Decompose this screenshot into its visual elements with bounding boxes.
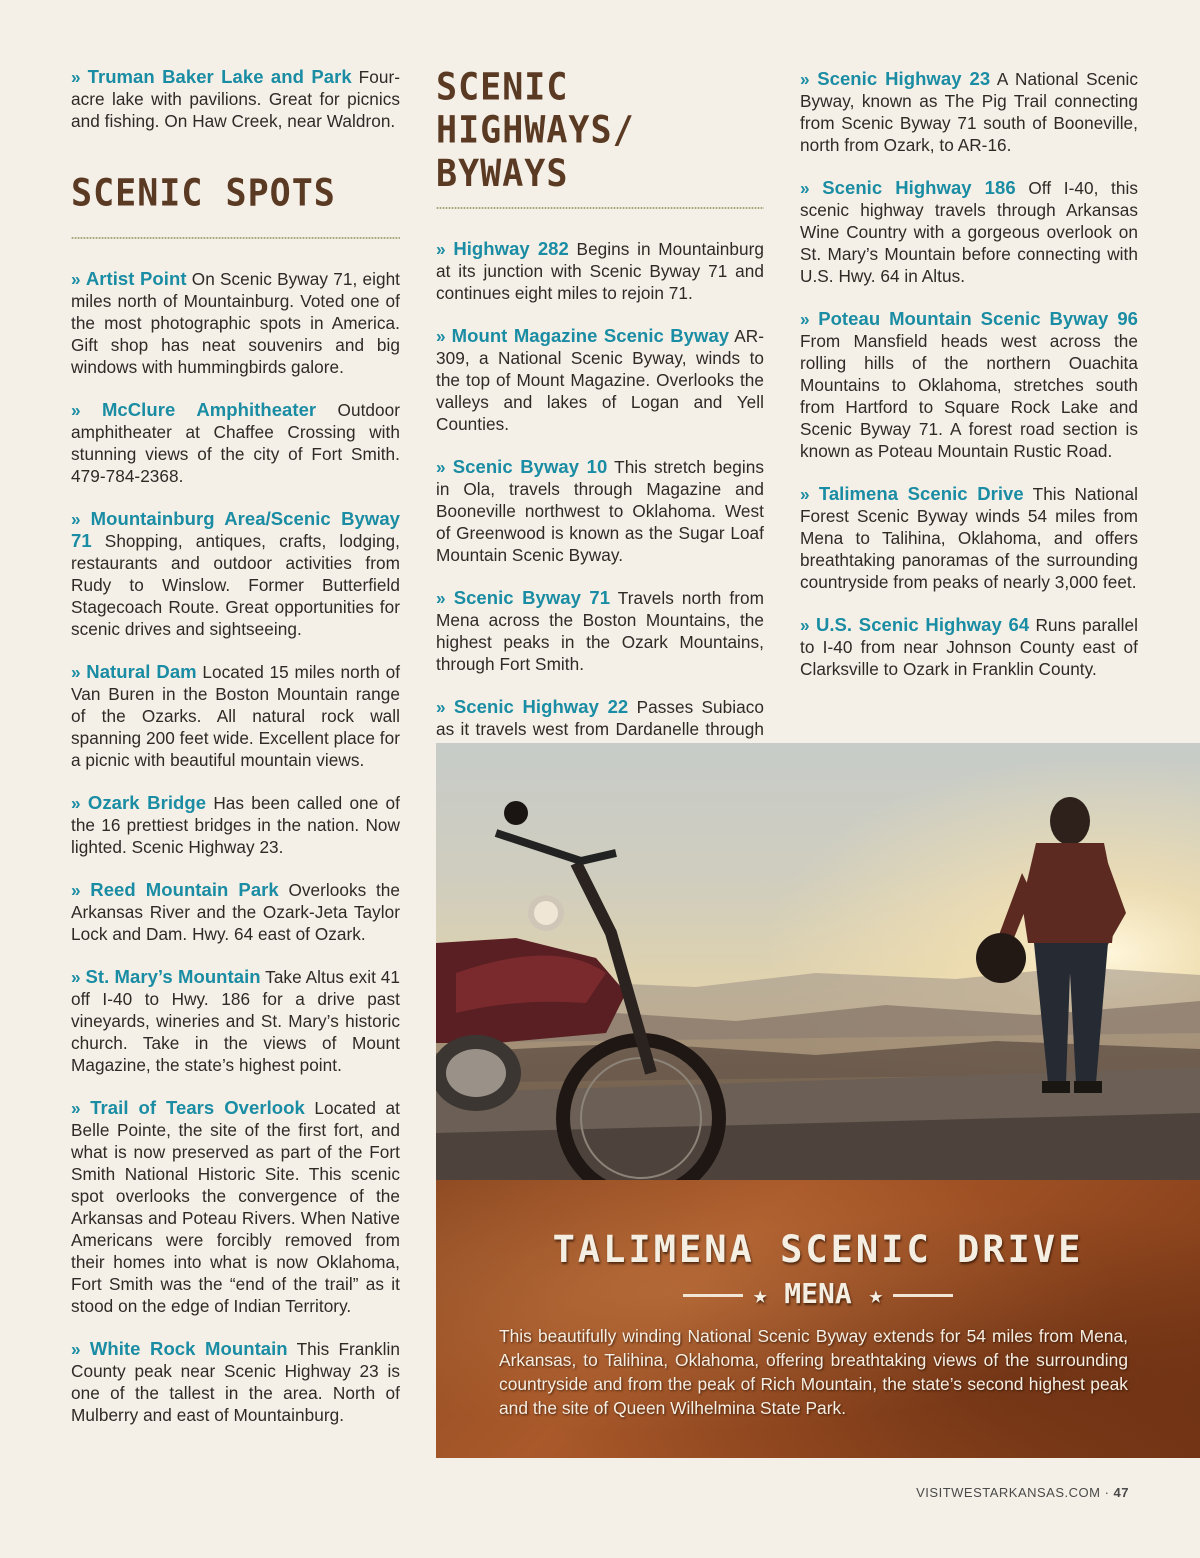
bullet: » <box>71 880 91 900</box>
bullet: » <box>71 793 88 813</box>
entry-name: Truman Baker Lake and Park <box>87 66 352 87</box>
entry-text: Off I-40, this scenic highway travels through Arkansas Wine Country with a gorgeous overlook on St. Mary’s Mountain before connecting with U.S. Hwy. 64 in Altus. <box>800 178 1138 286</box>
entry-name: Poteau Mountain Scenic Byway 96 <box>818 308 1138 329</box>
entry-name: Scenic Highway 23 <box>817 68 991 89</box>
entry-text: From Mansfield heads west across the rolling hills of the northern Ouachita Mountains to Oklahoma, stretches south from Hartford to Square Rock Lake and Scenic Byway 71. A forest road section is known as Poteau Mountain Rustic Road. <box>800 331 1138 461</box>
entry-name: Scenic Highway 186 <box>822 177 1016 198</box>
entry-name: Trail of Tears Overlook <box>90 1097 305 1118</box>
entry-name: Scenic Byway 10 <box>452 456 608 477</box>
entry-text: Four-acre lake with pavilions. Great for picnics and fishing. On Haw Creek, near Waldron. <box>71 67 401 131</box>
entry-poteau-mountain-byway-96 <box>800 308 1138 462</box>
bullet: » <box>800 615 816 635</box>
star-icon: ★ <box>868 1281 884 1309</box>
star-icon: ★ <box>752 1281 768 1309</box>
entry-text: This National Forest Scenic Byway winds 54 miles from Mena to Talihina, Oklahoma, and offers breathtaking panoramas of the surrounding countryside from peaks of nearly 3,000 feet. <box>800 484 1139 592</box>
entry-scenic-highway-186 <box>800 177 1138 287</box>
entry-st-marys-mountain <box>71 966 400 1076</box>
entry-text: This stretch begins in Ola, travels through Magazine and Booneville northwest to Oklahoma. West of Greenwood is known as the Sugar Loaf Mountain Scenic Byway. <box>436 457 764 565</box>
subtitle-rule-right <box>893 1294 953 1297</box>
talimena-feature-panel <box>436 1180 1200 1458</box>
entry-name: White Rock Mountain <box>89 1338 288 1359</box>
entry-name: Scenic Highway 22 <box>453 696 629 717</box>
entry-white-rock-mountain <box>71 1338 400 1426</box>
bullet: » <box>71 67 88 87</box>
entry-mountainburg-area <box>71 508 400 640</box>
feature-description: This beautifully winding National Scenic Byway extends for 54 miles from Mena, Arkansas, to Talihina, Oklahoma, offering breathtaking views of the surrounding countryside and from the peak of Rich Mountain, the state’s second highest peak and the site of Queen Wilhelmina State Park. <box>499 1326 1128 1418</box>
entry-text: Take Altus exit 41 off I-40 to Hwy. 186 for a drive past vineyards, wineries and St. Mary’s historic church. Take in the views of Mount Magazine, the state’s highest point. <box>71 967 400 1075</box>
section-divider <box>71 236 400 240</box>
section-title-scenic-spots: SCENIC SPOTS <box>71 172 336 216</box>
entry-text: Has been called one of the 16 prettiest bridges in the nation. Now lighted. Scenic Highway 23. <box>71 793 400 857</box>
bullet: » <box>71 662 87 682</box>
bullet: » <box>71 509 91 529</box>
photo-illustration <box>436 743 1200 1180</box>
feature-subtitle: MENA <box>784 1277 852 1310</box>
entry-scenic-highway-23 <box>800 68 1138 156</box>
bullet: » <box>71 967 86 987</box>
entry-text: Outdoor amphitheater at Chaffee Crossing with stunning views of the city of Fort Smith. 479-784-2368. <box>71 400 400 486</box>
entry-text: Passes Subiaco as it travels west from Dardanelle through <box>436 697 764 739</box>
bullet: » <box>436 326 452 346</box>
entry-text: AR-309, a National Scenic Byway, winds to the top of Mount Magazine. Overlooks the valleys and lakes of Logan and Yell Counties. <box>436 326 764 434</box>
bullet: » <box>800 69 818 89</box>
subtitle-rule-left <box>683 1294 743 1297</box>
entry-scenic-byway-71 <box>436 587 764 675</box>
column-left <box>71 66 400 1447</box>
motorcycle-overlook-photo <box>436 743 1200 1180</box>
entry-name: Artist Point <box>85 268 187 289</box>
bullet: » <box>436 697 454 717</box>
entry-reed-mountain-park <box>71 879 400 945</box>
entry-name: Mountainburg Area/Scenic Byway 71 <box>71 508 401 551</box>
entry-mount-magazine-byway <box>436 325 764 435</box>
entry-name: Talimena Scenic Drive <box>818 483 1024 504</box>
entry-name: St. Mary’s Mountain <box>85 966 261 987</box>
entry-artist-point <box>71 268 400 378</box>
entry-text: On Scenic Byway 71, eight miles north of Mountainburg. Voted one of the most photographic spots in America. Gift shop has neat souvenirs and big windows with hummingbirds galore. <box>71 269 401 377</box>
entry-us-scenic-highway-64 <box>800 614 1138 680</box>
page-number: 47 <box>1113 1485 1129 1500</box>
bullet: » <box>436 239 454 259</box>
section-divider <box>436 206 764 210</box>
entry-text: Travels north from Mena across the Boston Mountains, the highest peaks in the Ozark Mountains, through Fort Smith. <box>436 588 764 674</box>
entry-name: U.S. Scenic Highway 64 <box>815 614 1030 635</box>
bullet: » <box>800 309 819 329</box>
entry-text: Runs parallel to I-40 from near Johnson County east of Clarksville to Ozark in Franklin County. <box>800 615 1138 679</box>
entry-name: Highway 282 <box>453 238 569 259</box>
page-footer <box>916 1485 1129 1500</box>
entry-trail-of-tears-overlook <box>71 1097 400 1317</box>
entry-name: Reed Mountain Park <box>90 879 279 900</box>
entry-ozark-bridge <box>71 792 400 858</box>
bullet: » <box>436 588 454 608</box>
section-title-line-2: BYWAYS <box>436 152 569 196</box>
footer-separator: · <box>1100 1485 1114 1500</box>
section-title-scenic-highways <box>436 66 764 196</box>
entry-text: This Franklin County peak near Scenic Highway 23 is one of the tallest in the area. North of Mulberry and east of Mountainburg. <box>71 1339 401 1425</box>
bullet: » <box>71 400 102 420</box>
bullet: » <box>436 457 453 477</box>
column-middle <box>436 66 764 783</box>
feature-title: TALIMENA SCENIC DRIVE <box>552 1228 1084 1271</box>
entry-name: Natural Dam <box>86 661 197 682</box>
bullet: » <box>71 269 86 289</box>
entry-truman-baker-lake <box>71 66 400 132</box>
feature-subtitle-row <box>436 1277 1200 1310</box>
entry-highway-282 <box>436 238 764 304</box>
bullet: » <box>800 484 819 504</box>
entry-scenic-byway-10 <box>436 456 764 566</box>
entry-talimena-scenic-drive <box>800 483 1138 593</box>
entry-natural-dam <box>71 661 400 771</box>
entry-name: McClure Amphitheater <box>101 399 317 420</box>
entry-name: Ozark Bridge <box>87 792 207 813</box>
entry-text: Located 15 miles north of Van Buren in the Boston Mountain range of the Ozarks. All natural rock wall spanning 200 feet wide. Excellent place for a picnic with beautiful mountain views. <box>71 662 401 770</box>
entry-text: Shopping, antiques, crafts, lodging, restaurants and outdoor activities from Rudy to Winslow. Former Butterfield Stagecoach Route. Great opportunities for scenic drives and sightseeing. <box>71 531 400 639</box>
section-title-line-1: SCENIC HIGHWAYS/ <box>436 66 635 153</box>
entry-mcclure-amphitheater <box>71 399 400 487</box>
entry-text: Located at Belle Pointe, the site of the first fort, and what is now preserved as part of the Fort Smith National Historic Site. This scenic spot overlooks the convergence of the Arkansas and Poteau Rivers. When Native Americans were forcibly removed from their homes into what is now Oklahoma, Fort Smith was the “end of the trail” as it stood on the edge of Indian Territory. <box>71 1098 400 1316</box>
entry-name: Mount Magazine Scenic Byway <box>451 325 730 346</box>
bullet: » <box>800 178 823 198</box>
column-right <box>800 68 1138 701</box>
bullet: » <box>71 1098 91 1118</box>
entry-text: A National Scenic Byway, known as The Pig Trail connecting from Scenic Byway 71 south of Booneville, north from Ozark, to AR-16. <box>800 69 1138 155</box>
bullet: » <box>71 1339 90 1359</box>
entry-text: Begins in Mountainburg at its junction with Scenic Byway 71 and continues eight miles to rejoin 71. <box>436 239 765 303</box>
entry-text: Overlooks the Arkansas River and the Ozark-Jeta Taylor Lock and Dam. Hwy. 64 east of Ozark. <box>71 880 400 944</box>
footer-site-url: VISITWESTARKANSAS.COM <box>916 1485 1101 1500</box>
entry-name: Scenic Byway 71 <box>453 587 611 608</box>
